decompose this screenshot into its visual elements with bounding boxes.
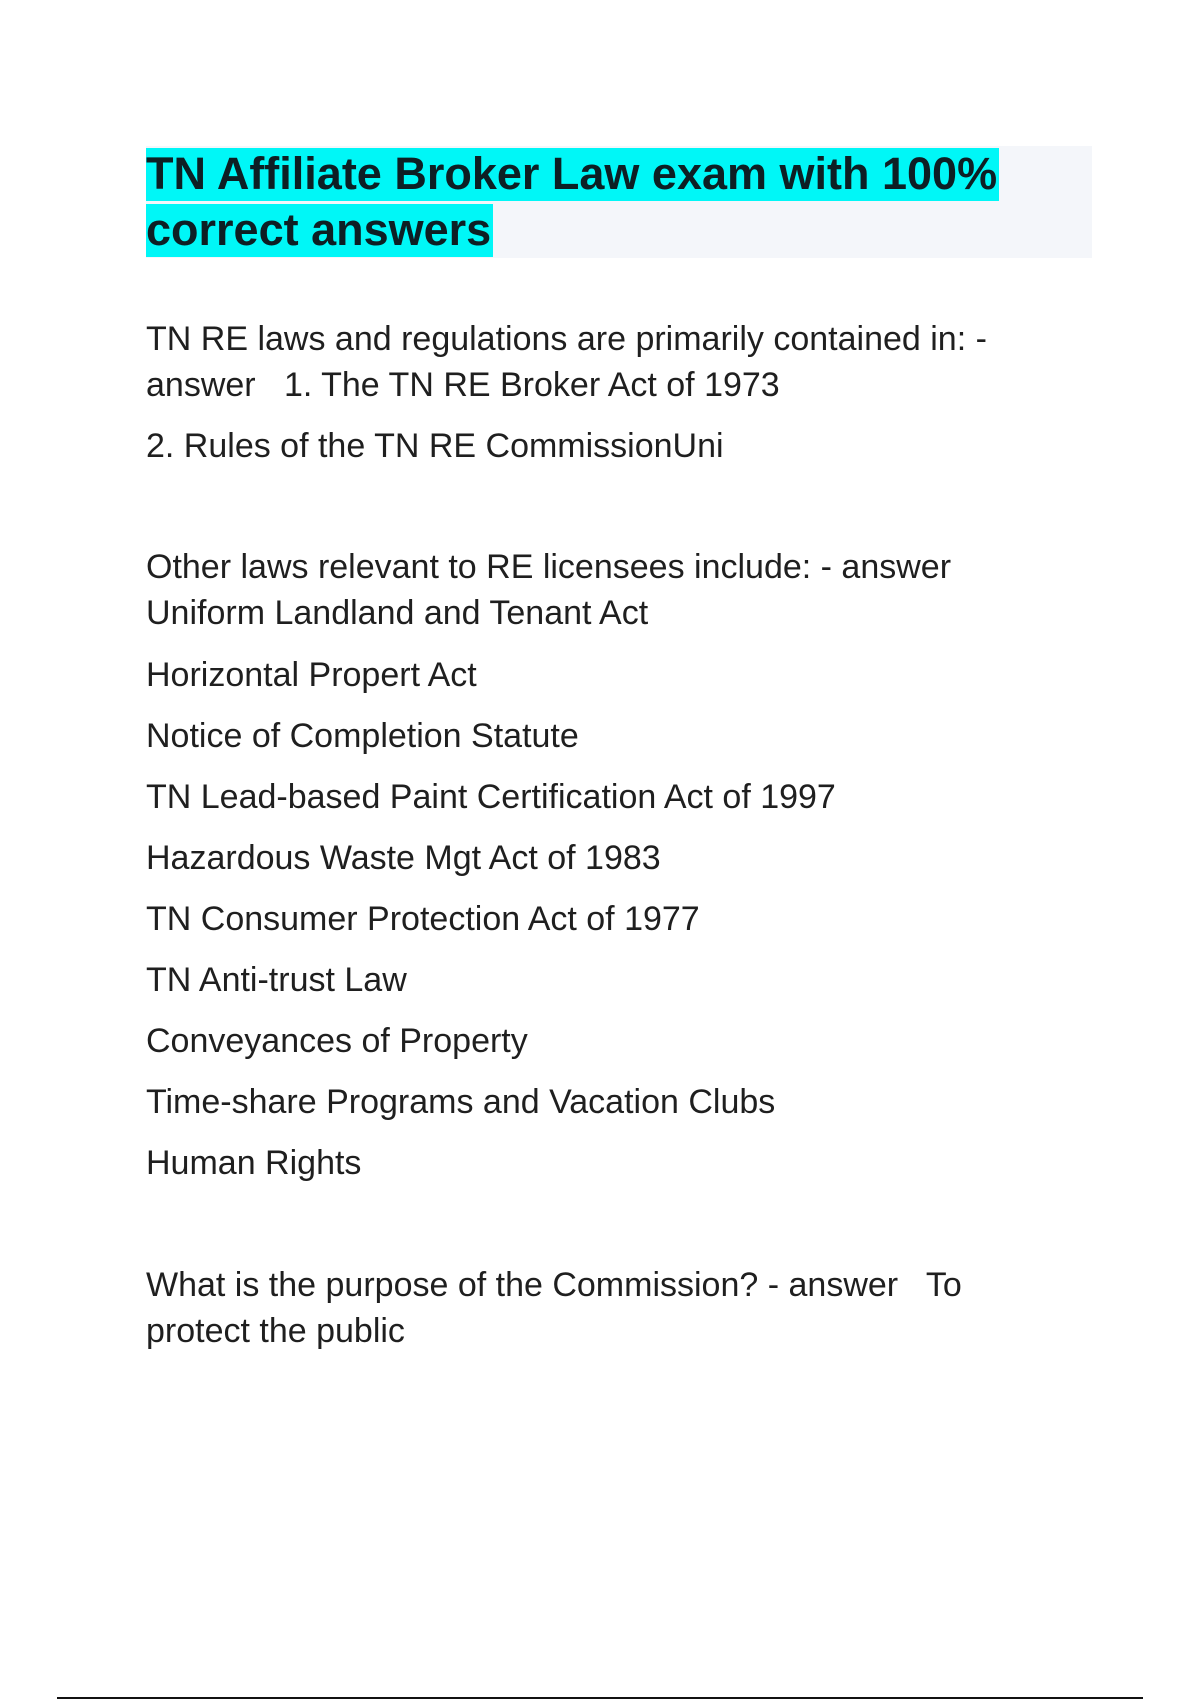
list-item: TN Anti-trust Law — [146, 961, 407, 999]
document-title — [146, 146, 1092, 258]
question-2-line-1: Other laws relevant to RE licensees include: - answer — [146, 548, 952, 586]
title-line-1: TN Affiliate Broker Law exam with 100% — [146, 148, 998, 199]
question-2-line-2: Uniform Landland and Tenant Act — [146, 594, 649, 632]
list-item: Human Rights — [146, 1144, 362, 1182]
title-block — [146, 146, 1092, 258]
list-item: TN Lead-based Paint Certification Act of 1997 — [146, 778, 836, 816]
list-item: Hazardous Waste Mgt Act of 1983 — [146, 839, 661, 877]
list-item: TN Consumer Protection Act of 1977 — [146, 900, 700, 938]
page-bottom-divider — [57, 1697, 1143, 1699]
list-item: Conveyances of Property — [146, 1022, 528, 1060]
question-1-answer-continued — [146, 423, 1086, 469]
list-item: Time-share Programs and Vacation Clubs — [146, 1083, 776, 1121]
question-3-line-2: protect the public — [146, 1312, 405, 1350]
list-item: Horizontal Propert Act — [146, 656, 477, 694]
question-3-line-1: What is the purpose of the Commission? - answer To — [146, 1266, 962, 1304]
laws-list — [146, 652, 836, 1201]
question-1 — [146, 316, 1086, 408]
question-1-line-2: answer 1. The TN RE Broker Act of 1973 — [146, 366, 780, 404]
question-1-line-3: 2. Rules of the TN RE CommissionUni — [146, 427, 724, 465]
question-2 — [146, 544, 1086, 636]
title-line-2: correct answers — [146, 204, 492, 255]
question-3 — [146, 1262, 1086, 1354]
list-item: Notice of Completion Statute — [146, 717, 579, 755]
question-1-line-1: TN RE laws and regulations are primarily contained in: - — [146, 320, 987, 358]
